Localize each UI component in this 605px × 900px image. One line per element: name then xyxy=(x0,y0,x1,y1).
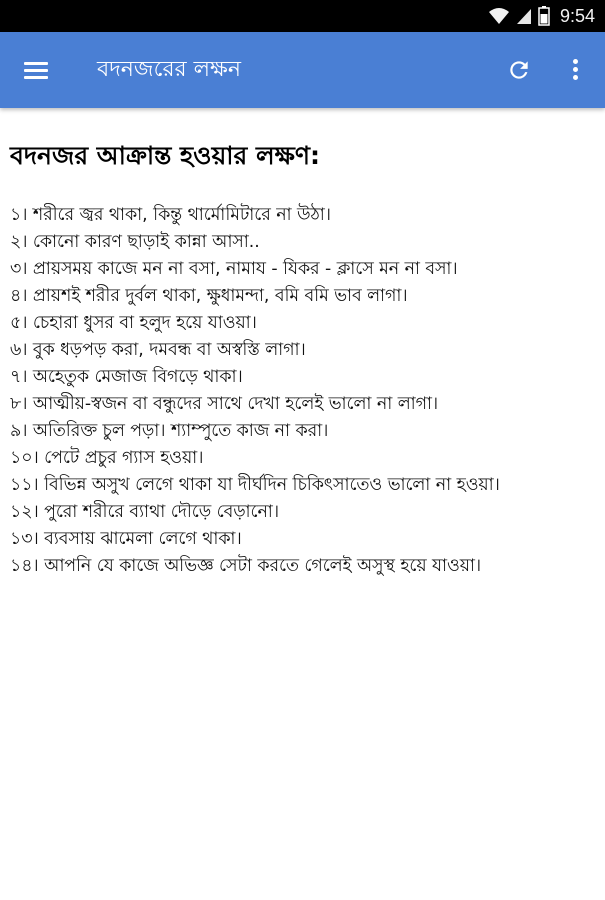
status-icons xyxy=(488,0,595,32)
symptom-item: ১০। পেটে প্রচুর গ্যাস হওয়া। xyxy=(10,448,204,468)
symptom-item: ৯। অতিরিক্ত চুল পড়া। শ্যাম্পুতে কাজ না করা। xyxy=(10,421,329,441)
symptom-item: ৫। চেহারা ধুসর বা হলুদ হয়ে যাওয়া। xyxy=(10,313,257,333)
app-title: বদনজরের লক্ষন xyxy=(97,57,241,82)
status-bar xyxy=(0,0,605,32)
symptom-item: ৬। বুক ধড়পড় করা, দমবন্ধ বা অস্বস্তি লাগা। xyxy=(10,340,306,360)
more-vert-icon-dot xyxy=(573,75,578,80)
more-vert-icon-dot xyxy=(573,67,578,72)
symptom-item: ১১। বিভিন্ন অসুখ লেগে থাকা যা দীর্ঘদিন চিকিৎসাতেও ভালো না হওয়া। xyxy=(10,475,500,495)
symptom-item: ৩। প্রায়সময় কাজে মন না বসা, নামায - যিকর - ক্লাসে মন না বসা। xyxy=(10,259,458,279)
wifi-icon xyxy=(488,7,510,25)
article-heading: বদনজর আক্রান্ত হওয়ার লক্ষণ: xyxy=(10,141,321,170)
symptom-item: ১৩। ব্যবসায় ঝামেলা লেগে থাকা। xyxy=(10,529,242,549)
symptom-item: ১৪। আপনি যে কাজে অভিজ্ঞ সেটা করতে গেলেই অসুস্থ হয়ে যাওয়া। xyxy=(10,556,482,576)
menu-icon-bar-top xyxy=(24,62,48,65)
symptom-item: ৪। প্রায়শই শরীর দুর্বল থাকা, ক্ষুধামন্দা, বমি বমি ভাব লাগা। xyxy=(10,286,408,306)
refresh-button[interactable] xyxy=(506,57,532,83)
status-time: 9:54 xyxy=(559,5,595,26)
menu-button[interactable] xyxy=(20,56,52,84)
battery-icon xyxy=(538,6,550,26)
article-content xyxy=(10,138,595,580)
refresh-icon xyxy=(506,57,532,83)
menu-icon-bar-middle xyxy=(24,69,48,72)
app-bar xyxy=(0,32,605,108)
symptom-item: ২। কোনো কারণ ছাড়াই কান্না আসা.. xyxy=(10,232,260,252)
symptom-item: ১। শরীরে জ্বর থাকা, কিন্তু থার্মোমিটারে না উঠা। xyxy=(10,205,331,225)
more-vert-icon-dot xyxy=(573,59,578,64)
more-options-button[interactable] xyxy=(566,57,586,83)
signal-icon xyxy=(516,7,532,25)
symptom-list xyxy=(10,202,595,580)
symptom-item: ১২। পুরো শরীরে ব্যাথা দৌড়ে বেড়ানো। xyxy=(10,502,279,522)
symptom-item: ৭। অহেতুক মেজাজ বিগড়ে থাকা। xyxy=(10,367,243,387)
symptom-item: ৮। আত্মীয়-স্বজন বা বন্ধুদের সাথে দেখা হলেই ভালো না লাগা। xyxy=(10,394,439,414)
menu-icon-bar-bottom xyxy=(24,76,48,79)
